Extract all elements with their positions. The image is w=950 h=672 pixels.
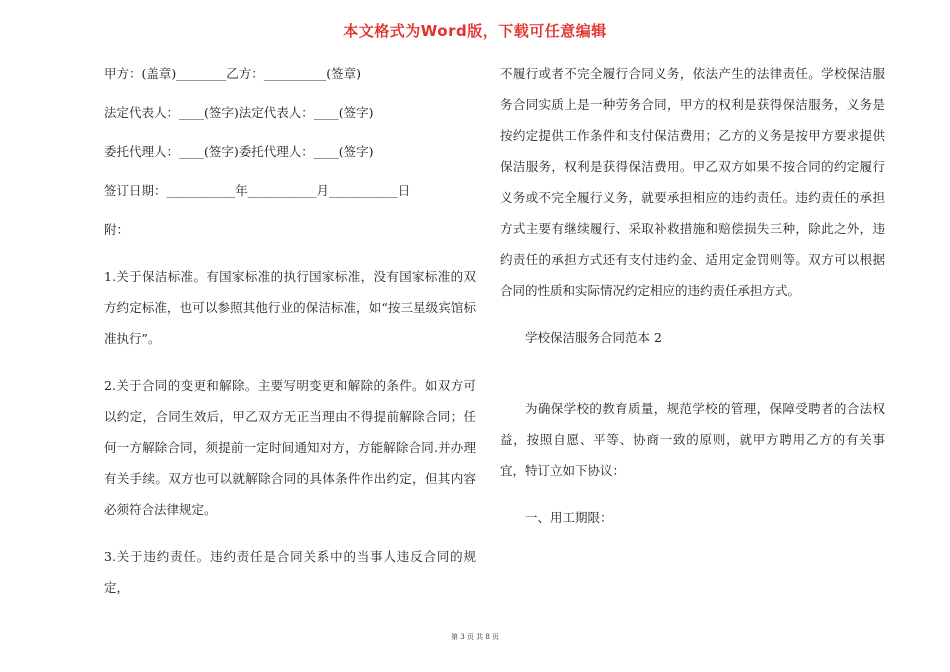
- left-column: [104, 58, 476, 603]
- page-number: 第 3 页 共 8 页: [450, 633, 500, 641]
- legal-representative-line: 法定代表人：____(签字)法定代表人：____(签字): [104, 105, 374, 120]
- agent-line: 委托代理人：____(签字)委托代理人：____(签字): [104, 144, 374, 159]
- party-signature-line: 甲方：(盖章)________乙方：__________(签章): [104, 66, 362, 81]
- liability-continuation: 不履行或者不完全履行合同义务，依法产生的法律责任。学校保洁服务合同实质上是一种劳务合同，甲方的权利是获得保洁服务，义务是按约定提供工作条件和支付保洁费用；乙方的义务是按甲方要求提供保洁服务，权利是获得保洁费用。甲乙双方如果不按合同的约定履行义务或不完全履行义务，就要承担相应的违约责任。违约责任的承担方式主要有继续履行、采取补救措施和赔偿损失三种，除此之外，违约责任的承担方式还有支付违约金、适用定金罚则等。双方可以根据合同的性质和实际情况约定相应的违约责任承担方式。: [500, 66, 885, 298]
- agreement-intro: 为确保学校的教育质量，规范学校的管理，保障受聘者的合法权益，按照自愿、平等、协商一致的原则，就甲方聘用乙方的有关事宜，特订立如下协议：: [500, 401, 885, 478]
- section-employment-term: 一、用工期限：: [525, 510, 613, 525]
- sign-date-line: 签订日期：___________年___________月___________日: [104, 183, 411, 198]
- appendix-item-2: 2.关于合同的变更和解除。主要写明变更和解除的条件。如双方可以约定，合同生效后，甲乙双方无正当理由不得提前解除合同；任何一方解除合同，须提前一定时间通知对方，方能解除合同.并办理有关手续。双方也可以就解除合同的具体条件作出约定，但其内容必须符合法律规定。: [104, 378, 476, 517]
- sample-title: 学校保洁服务合同范本 2: [525, 330, 662, 345]
- appendix-label: 附：: [104, 222, 130, 237]
- appendix-item-1: 1.关于保洁标准。有国家标准的执行国家标准，没有国家标准的双方约定标准，也可以参照其他行业的保洁标准，如“按三星级宾馆标准执行”。: [104, 269, 476, 346]
- right-column: [500, 58, 885, 533]
- document-banner: 本文格式为Word版，下载可任意编辑: [343, 22, 607, 40]
- appendix-item-3: 3.关于违约责任。违约责任是合同关系中的当事人违反合同的规定，: [104, 549, 476, 595]
